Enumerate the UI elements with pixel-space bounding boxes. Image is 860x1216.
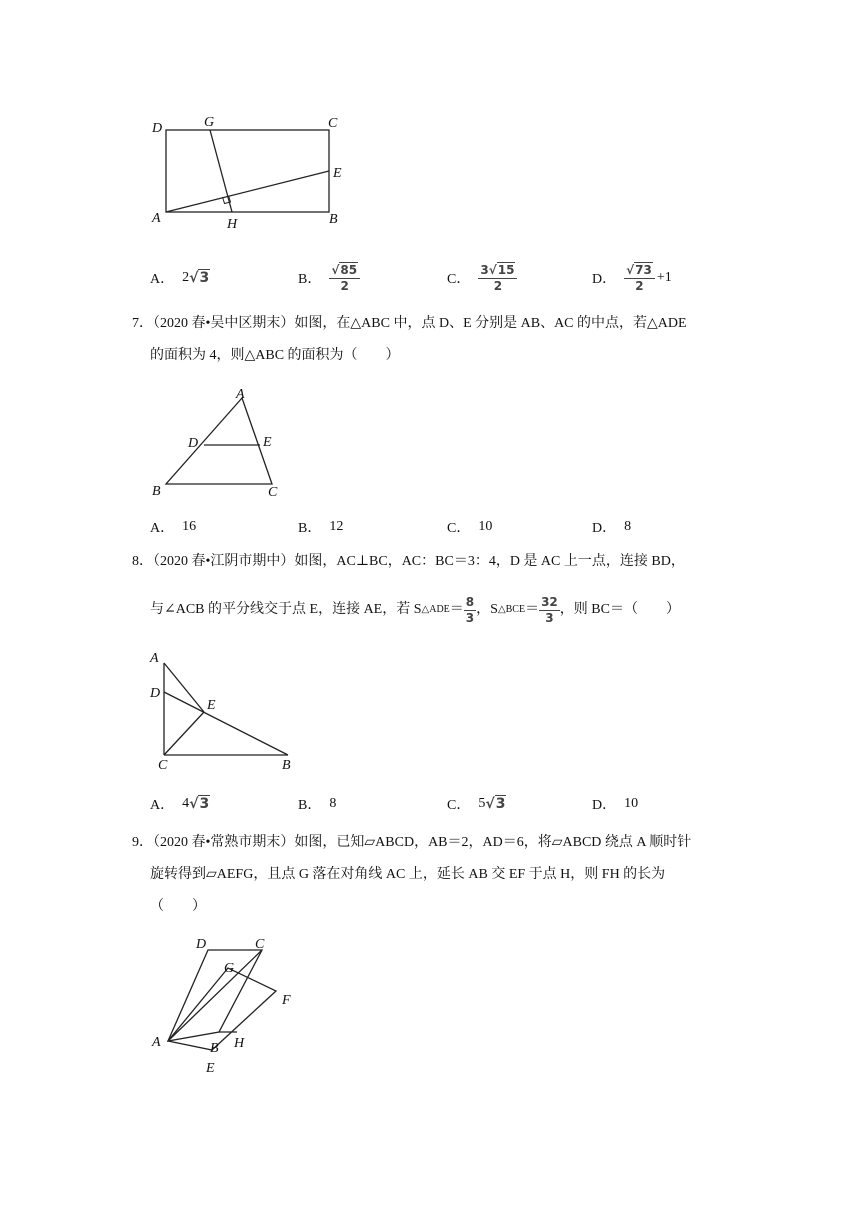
q6-option-d[interactable]: D． $\frac{√73}{2}$ +1 <box>592 262 672 293</box>
q7-text-line2: 的面积为 4，则△ABC 的面积为（ ） <box>150 348 400 363</box>
fig9-label-h: H <box>234 1036 245 1051</box>
fig8-label-a: A <box>150 651 159 666</box>
fig9-label-d: D <box>196 937 207 952</box>
figure-q7 <box>148 382 298 502</box>
q8-fraction-bce: $\frac{32}{3}$ <box>541 594 558 625</box>
q7-number: 7． <box>132 316 153 331</box>
fig7-label-b: B <box>152 484 161 499</box>
fig8-label-e: E <box>207 698 216 713</box>
q7-text-line1: 如图，在△ABC 中，点 D、E 分别是 AB、AC 的中点，若△ADE <box>294 316 687 331</box>
fig6-label-b: B <box>329 212 338 227</box>
q6-options <box>150 264 770 292</box>
q8-text-line2a: 与∠ACB 的平分线交于点 E，连接 AE，若 S <box>150 602 422 617</box>
figure-q6 <box>140 110 360 235</box>
figure-q9 <box>140 928 310 1078</box>
q8-option-a[interactable]: A． 4 √3 <box>150 796 210 813</box>
fig6-label-d: D <box>152 121 163 136</box>
q9-number: 9． <box>132 835 153 850</box>
q9-source: （2020 春•常熟市期末） <box>153 835 295 850</box>
fig9-label-g: G <box>224 961 235 976</box>
q8-source: （2020 春•江阴市期中） <box>153 554 295 569</box>
q8-options <box>150 790 770 818</box>
fig6-label-h: H <box>227 217 238 232</box>
question-9 <box>132 833 732 923</box>
figure-q8 <box>140 645 310 775</box>
fig8-label-d: D <box>150 686 161 701</box>
q8-text-line2b: ，则 BC＝（ ） <box>559 602 680 617</box>
q8-option-c[interactable]: C． 5 √3 <box>447 796 506 813</box>
q8-option-d[interactable]: D． 10 <box>592 796 639 813</box>
fig7-label-e: E <box>263 435 272 450</box>
q7-option-b[interactable]: B． 12 <box>298 519 344 536</box>
q6-option-a[interactable]: A． 2 √3 <box>150 270 210 287</box>
fig9-label-c: C <box>255 937 265 952</box>
fig6-label-c: C <box>328 116 338 131</box>
q8-number: 8． <box>132 554 153 569</box>
q6-option-c[interactable]: C． $\frac{3√15}{2}$ <box>447 264 517 292</box>
q9-text-line1: 如图，已知▱ABCD，AB＝2，AD＝6，将▱ABCD 绕点 A 顺时针 <box>294 835 692 850</box>
fig7-label-a: A <box>236 387 245 402</box>
q9-text-line3: （ ） <box>150 899 206 914</box>
q6-option-b[interactable]: B． $\frac{√85}{2}$ <box>298 264 360 292</box>
question-8: 8．（2020 春•江阴市期中）如图，AC⊥BC，AC：BC＝3：4，D 是 AC 上一点，连接 BD， 与∠ACB 的平分线交于点 E，连接 AE，若 S △ADE ＝ $\frac{8}{3}$ ，S △BCE ＝ $\frac{32}{3}$ ，则 BC＝（ ） <box>132 554 685 625</box>
q8-option-b[interactable]: B． 8 <box>298 796 337 813</box>
fig9-label-b: B <box>210 1041 219 1056</box>
fig6-label-a: A <box>152 211 161 226</box>
fig6-label-g: G <box>204 115 215 130</box>
fig6-label-e: E <box>333 166 342 181</box>
q7-option-d[interactable]: D． 8 <box>592 519 632 536</box>
question-7 <box>132 314 732 374</box>
q9-text-line2: 旋转得到▱AEFG，且点 G 落在对角线 AC 上，延长 AB 交 EF 于点 H，则 FH 的长为 <box>150 867 666 882</box>
fig7-label-d: D <box>188 436 199 451</box>
fig7-label-c: C <box>268 485 278 500</box>
q7-options <box>150 513 770 541</box>
fig9-label-a: A <box>152 1035 161 1050</box>
q8-fraction-ade: $\frac{8}{3}$ <box>465 594 475 625</box>
q8-text-line1: 如图，AC⊥BC，AC：BC＝3：4，D 是 AC 上一点，连接 BD， <box>294 554 685 569</box>
fig8-label-c: C <box>158 758 168 773</box>
q7-source: （2020 春•吴中区期末） <box>153 316 295 331</box>
fig9-label-f: F <box>282 993 291 1008</box>
fig9-label-e: E <box>206 1061 215 1076</box>
q7-option-a[interactable]: A． 16 <box>150 519 197 536</box>
fig8-label-b: B <box>282 758 291 773</box>
q7-option-c[interactable]: C． 10 <box>447 519 493 536</box>
